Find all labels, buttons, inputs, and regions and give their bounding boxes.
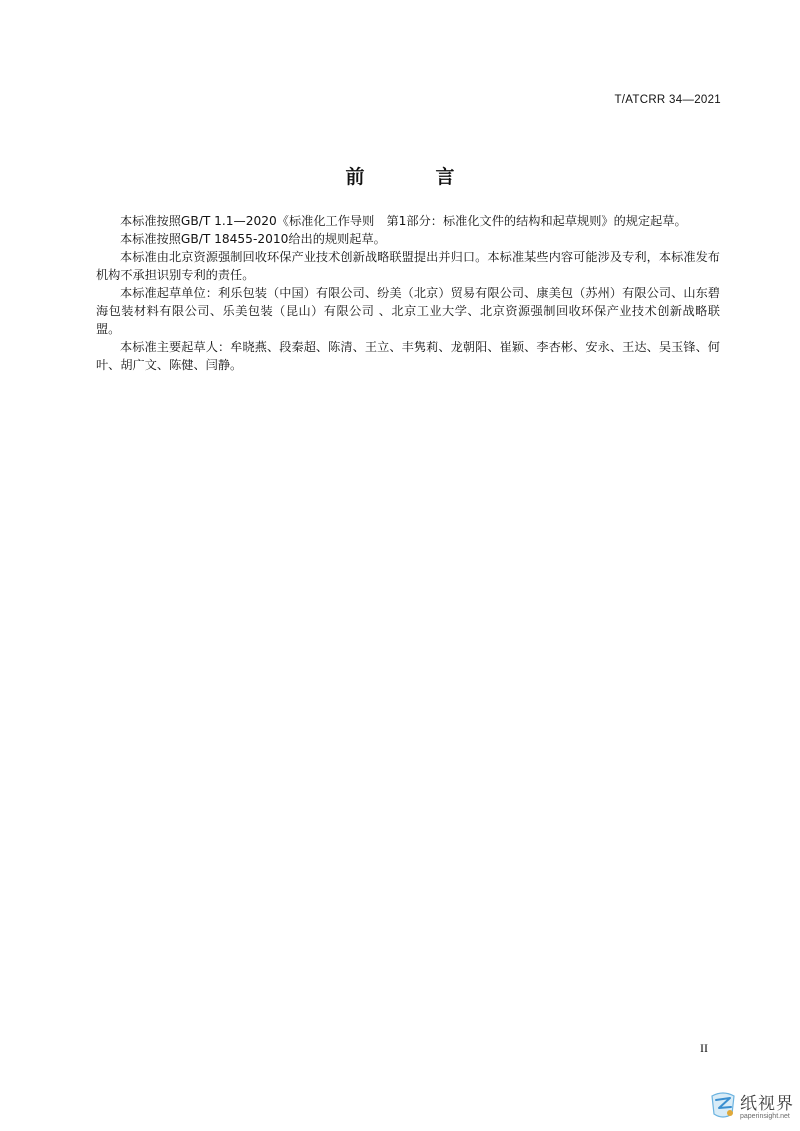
watermark-url: paperinsight.net [740,1113,790,1120]
page-title: 前 言 [345,166,481,188]
paragraph-drafting-rules: 本标准按照GB/T 1.1—2020《标准化工作导则 第1部分：标准化文件的结构和起草规则》的规定起草。 [120,214,687,228]
paragraph-patent-notice: 本标准由北京资源强制回收环保产业技术创新战略联盟提出并归口。本标准某些内容可能涉及专利，本标准发布机构不承担识别专利的责任。 [96,250,720,282]
standard-number: T/ATCRR 34—2021 [614,94,721,106]
watermark-brand: 纸视界 [740,1094,794,1114]
paragraph-gbt-18455: 本标准按照GB/T 18455-2010给出的规则起草。 [120,232,386,246]
paperinsight-logo-icon [706,1088,740,1122]
watermark [706,1086,798,1126]
paragraph-drafters: 本标准主要起草人：牟晓燕、段秦超、陈清、王立、丰隽莉、龙朝阳、崔颖、李杏彬、安永、王达、吴玉锋、何叶、胡广文、陈健、闫静。 [96,340,720,372]
foreword-body [96,212,720,374]
paragraph-drafting-units: 本标准起草单位：利乐包装（中国）有限公司、纷美（北京）贸易有限公司、康美包（苏州）有限公司、山东碧海包装材料有限公司、乐美包装（昆山）有限公司 、北京工业大学、北京资源强制回收环保产业技术创新战略联盟。 [96,286,720,336]
page-number: II [700,1041,708,1055]
